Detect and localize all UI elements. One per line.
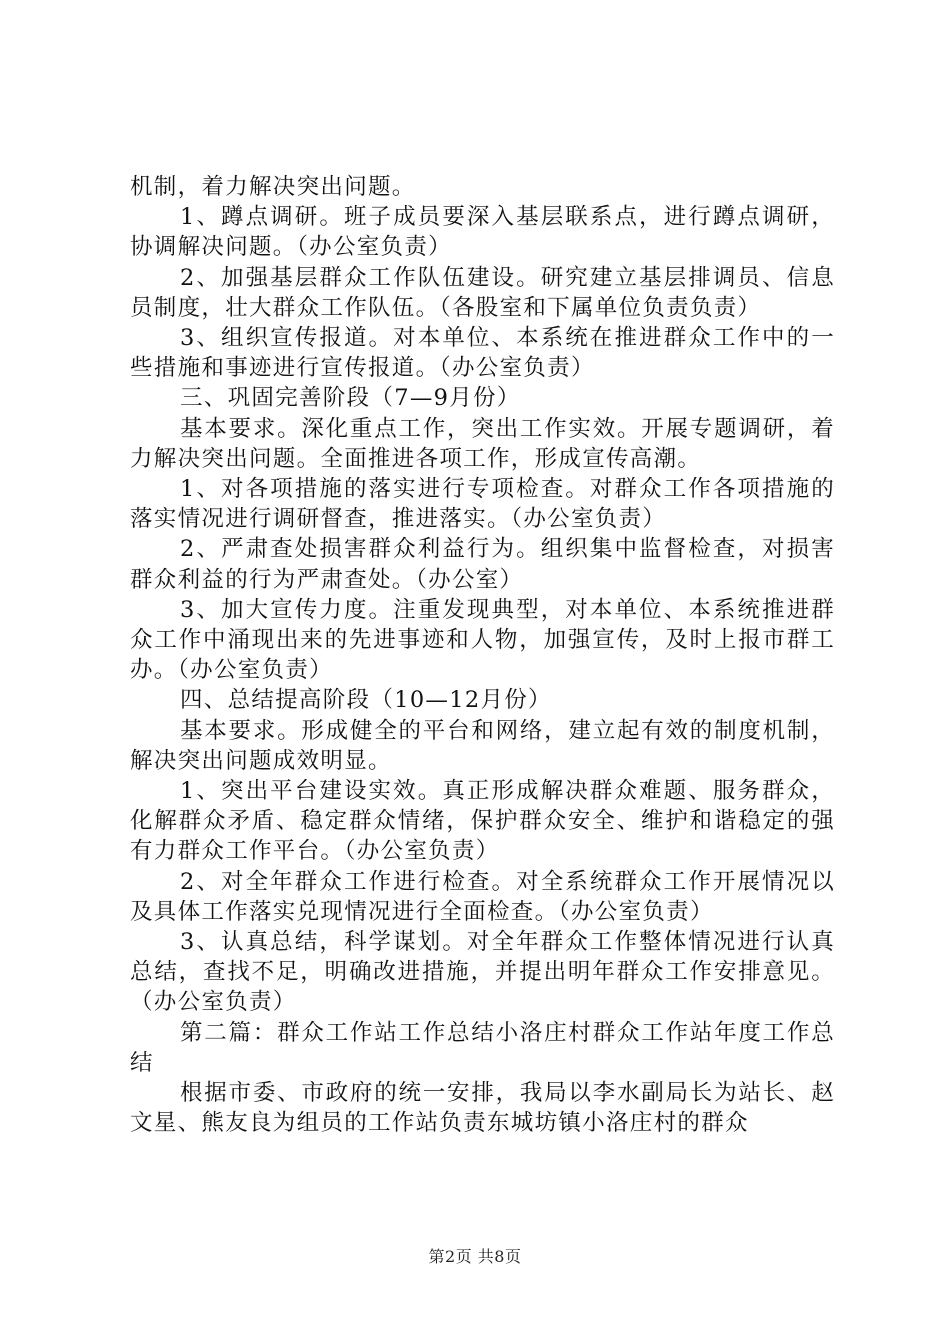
page-number: 第2页 共8页	[428, 1247, 522, 1266]
section-heading: 三、巩固完善阶段（7—9月份）	[180, 385, 521, 412]
paragraph: 2、严肃查处损害群众利益行为。组织集中监督检查，对损害群众利益的行为严肃查处。（办公室）	[130, 536, 835, 593]
section-heading: 四、总结提高阶段（10—12月份）	[180, 687, 552, 714]
paragraph: 基本要求。形成健全的平台和网络，建立起有效的制度机制，解决突出问题成效明显。	[130, 717, 835, 774]
paragraph: 基本要求。深化重点工作，突出工作实效。开展专题调研，着力解决突出问题。全面推进各项工作，形成宣传高潮。	[130, 415, 835, 472]
paragraph: 2、对全年群众工作进行检查。对全系统群众工作开展情况以及具体工作落实兑现情况进行全面检查。（办公室负责）	[130, 868, 835, 925]
document-body	[130, 172, 835, 1139]
paragraph: 3、认真总结，科学谋划。对全年群众工作整体情况进行认真总结，查找不足，明确改进措施，并提出明年群众工作安排意见。（办公室负责）	[130, 929, 835, 1016]
paragraph: 机制，着力解决突出问题。	[130, 174, 416, 200]
paragraph: 根据市委、市政府的统一安排，我局以李水副局长为站长、赵文星、熊友良为组员的工作站负责东城坊镇小洛庄村的群众	[130, 1080, 835, 1137]
paragraph: 1、蹲点调研。班子成员要深入基层联系点，进行蹲点调研，协调解决问题。（办公室负责）	[130, 204, 835, 261]
paragraph: 2、加强基层群众工作队伍建设。研究建立基层排调员、信息员制度，壮大群众工作队伍。（各股室和下属单位负责负责）	[130, 264, 835, 321]
chapter-heading: 第二篇：群众工作站工作总结小洛庄村群众工作站年度工作总结	[130, 1019, 835, 1076]
paragraph: 3、组织宣传报道。对本单位、本系统在推进群众工作中的一些措施和事迹进行宣传报道。（办公室负责）	[130, 325, 835, 382]
page-footer	[0, 1244, 950, 1267]
paragraph: 1、对各项措施的落实进行专项检查。对群众工作各项措施的落实情况进行调研督查，推进落实。（办公室负责）	[130, 476, 835, 533]
paragraph: 3、加大宣传力度。注重发现典型，对本单位、本系统推进群众工作中涌现出来的先进事迹和人物，加强宣传，及时上报市群工办。（办公室负责）	[130, 596, 835, 684]
paragraph: 1、突出平台建设实效。真正形成解决群众难题、服务群众，化解群众矛盾、稳定群众情绪，保护群众安全、维护和谐稳定的强有力群众工作平台。（办公室负责）	[130, 778, 835, 865]
